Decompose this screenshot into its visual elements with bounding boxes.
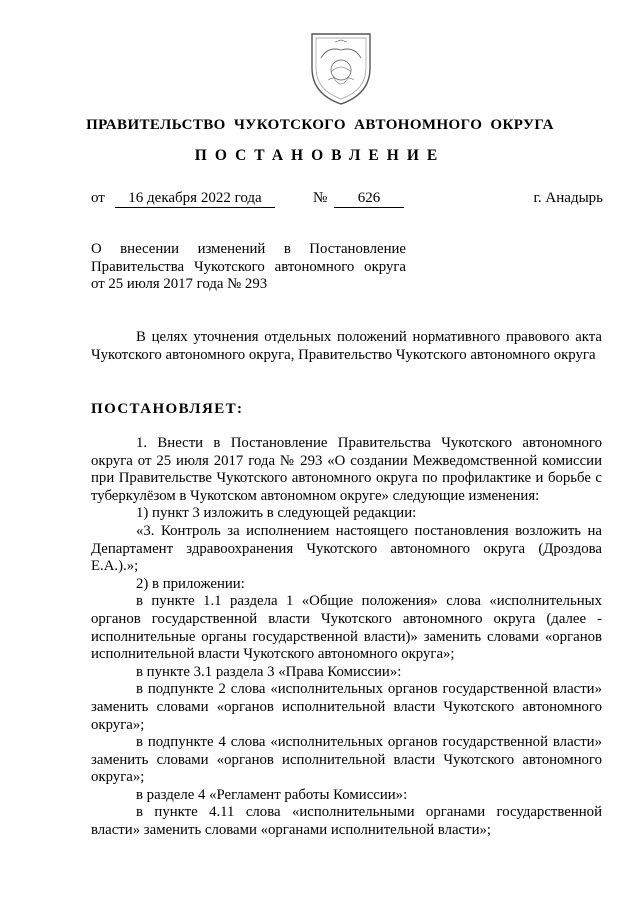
paragraph: в пункте 1.1 раздела 1 «Общие положения» слова «исполнительных органов государственной власти Чукотского автономного округа (далее - исполнительные органы государственной власти)» заменить словами «органов исполнительной власти Чукотского автономного округа»;	[91, 593, 602, 663]
paragraph: 2) в приложении:	[136, 575, 245, 592]
paragraph: в пункте 4.11 слова «исполнительными органами государственной власти» заменить словами «органами исполнительной власти»;	[91, 804, 602, 839]
document-date: 16 декабря 2022 года	[115, 189, 275, 208]
number-label: №	[313, 190, 328, 206]
paragraph: «3. Контроль за исполнением настоящего постановления возложить на Департамент здравоохранения Чукотского автономного округа (Дроздова Е.А.).»;	[91, 522, 602, 575]
document-number: 626	[334, 189, 404, 208]
preamble: В целях уточнения отдельных положений нормативного правового акта Чукотского автономного округа, Правительство Чукотского автономного округа	[91, 329, 602, 363]
document-body	[91, 435, 602, 840]
subject-line: от 25 июля 2017 года № 293	[91, 276, 268, 293]
paragraph: 1. Внести в Постановление Правительства Чукотского автономного округа от 25 июля 2017 года № 293 «О создании Межведомственной комиссии при Правительстве Чукотского автономного округа по профилактике и борьбе с туберкулёзом в Чукотском автономном округе» следующие изменения:	[91, 435, 602, 504]
paragraph: в пункте 3.1 раздела 3 «Права Комиссии»:	[136, 663, 402, 680]
subject-line: О внесении изменений в Постановление	[91, 241, 406, 257]
paragraph: в подпункте 2 слова «исполнительных органов государственной власти» заменить словами «органов исполнительной власти Чукотского автономного округа»;	[91, 681, 602, 733]
government-title: ПРАВИТЕЛЬСТВО ЧУКОТСКОГО АВТОНОМНОГО ОКРУГА	[86, 117, 554, 133]
decides-heading: ПОСТАНОВЛЯЕТ:	[91, 401, 244, 417]
subject-line: Правительства Чукотского автономного округа	[91, 258, 406, 275]
subject-block	[91, 241, 406, 294]
paragraph: в подпункте 4 слова «исполнительных органов государственной власти» заменить словами «органов исполнительной власти Чукотского автономного округа»;	[91, 734, 602, 786]
coat-of-arms-emblem-icon	[304, 28, 378, 108]
paragraph: в разделе 4 «Регламент работы Комиссии»:	[136, 786, 408, 803]
city: г. Анадырь	[533, 190, 603, 206]
date-from-label: от	[91, 190, 105, 206]
paragraph: 1) пункт 3 изложить в следующей редакции:	[136, 505, 417, 522]
document-type-title: ПОСТАНОВЛЕНИЕ	[194, 147, 446, 164]
